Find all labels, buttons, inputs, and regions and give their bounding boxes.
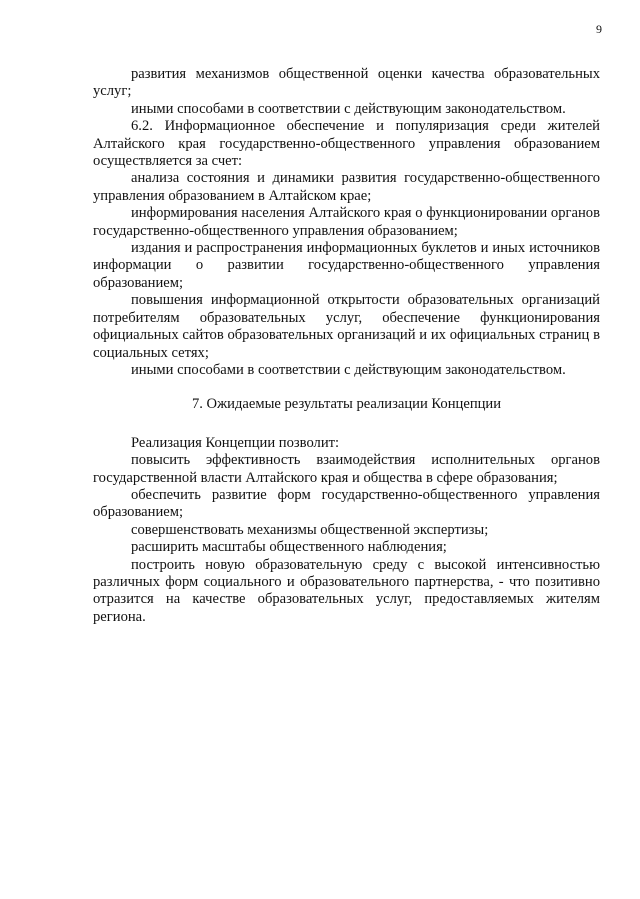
paragraph-concept-allows: Реализация Концепции позволит: bbox=[131, 434, 340, 451]
paragraph-new-environment: построить новую образовательную среду с высокой интенсивностью различных форм социального и образовательного партнерства, - что позитивно отразится на качестве образовательных услуг, предоставляемых жителям региона. bbox=[93, 556, 600, 625]
paragraph-mechanisms: развития механизмов общественной оценки качества образовательных услуг; bbox=[93, 66, 600, 100]
paragraph-forms-development: обеспечить развитие форм государственно-общественного управления образованием; bbox=[93, 486, 600, 521]
paragraph-openness: повышения информационной открытости образовательных организаций потребителям образовательных услуг, обеспечение функционирования официальных сайтов образовательных организаций и их официальных страниц в социальных сетях; bbox=[93, 292, 600, 361]
paragraph-other-means-2: иными способами в соответствии с действующим законодательством. bbox=[131, 361, 566, 378]
paragraph-expertise: совершенствовать механизмы общественной экспертизы; bbox=[131, 521, 489, 538]
section-heading: 7. Ожидаемые результаты реализации Концепции bbox=[191, 396, 502, 413]
page-number: 9 bbox=[596, 22, 602, 36]
paragraph-efficiency: повысить эффективность взаимодействия исполнительных органов государственной власти Алтайского края и общества в сфере образования; bbox=[93, 452, 600, 486]
paragraph-observation: расширить масштабы общественного наблюдения; bbox=[131, 539, 447, 556]
paragraph-other-means-1: иными способами в соответствии с действующим законодательством. bbox=[131, 100, 566, 117]
paragraph-section-6-2: 6.2. Информационное обеспечение и популяризация среди жителей Алтайского края государственно-общественного управления образованием осуществляется за счет: bbox=[93, 118, 600, 170]
document-body bbox=[93, 66, 600, 626]
paragraph-publishing: издания и распространения информационных буклетов и иных источников информации о развитии государственно-общественного управления образованием; bbox=[93, 240, 600, 291]
paragraph-informing: информирования населения Алтайского края о функционировании органов государственно-общественного управления образованием; bbox=[93, 205, 600, 239]
paragraph-analysis: анализа состояния и динамики развития государственно-общественного управления образованием в Алтайском крае; bbox=[93, 170, 600, 204]
